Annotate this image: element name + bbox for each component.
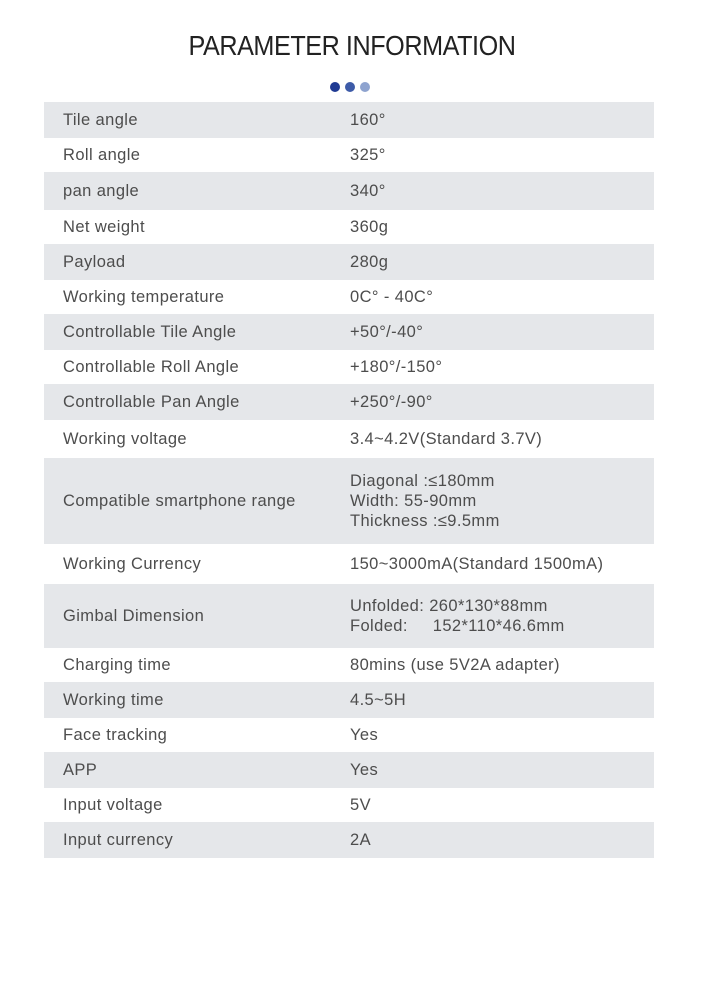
parameter-label: Face tracking xyxy=(63,725,168,744)
parameter-label: Charging time xyxy=(63,655,171,674)
parameter-value: 340° xyxy=(350,182,386,200)
parameter-value: +250°/-90° xyxy=(350,393,433,411)
table-row xyxy=(44,102,654,138)
parameter-label: Roll angle xyxy=(63,145,141,164)
table-row xyxy=(44,458,654,544)
parameter-value: Yes xyxy=(350,761,379,779)
table-row xyxy=(44,788,654,822)
parameter-label: pan angle xyxy=(63,181,140,200)
page-title: PARAMETER INFORMATION xyxy=(188,30,516,61)
parameter-label: Working temperature xyxy=(63,287,225,306)
parameter-label: Tile angle xyxy=(63,110,138,129)
table-row xyxy=(44,172,654,210)
parameter-label: Input currency xyxy=(63,830,174,849)
parameter-label: Controllable Tile Angle xyxy=(63,322,237,341)
parameter-value: Yes xyxy=(350,726,379,744)
table-row xyxy=(44,314,654,350)
table-row xyxy=(44,350,654,384)
table-row xyxy=(44,752,654,788)
table-row xyxy=(44,244,654,280)
parameter-label: Controllable Roll Angle xyxy=(63,357,240,376)
table-row xyxy=(44,822,654,858)
table-row xyxy=(44,682,654,718)
parameter-label: APP xyxy=(63,760,98,779)
parameter-label: Compatible smartphone range xyxy=(63,491,296,510)
parameter-label: Gimbal Dimension xyxy=(63,606,205,625)
table-row xyxy=(44,210,654,244)
parameter-value: 3.4~4.2V(Standard 3.7V) xyxy=(350,430,543,448)
parameter-label: Payload xyxy=(63,252,126,271)
parameter-value: 2A xyxy=(350,831,371,849)
table-row xyxy=(44,384,654,420)
table-row xyxy=(44,584,654,648)
parameter-label: Controllable Pan Angle xyxy=(63,392,240,411)
parameter-value: +180°/-150° xyxy=(350,358,443,376)
parameter-label: Working time xyxy=(63,690,164,709)
table-row xyxy=(44,718,654,752)
parameter-label: Working Currency xyxy=(63,554,202,573)
indicator-dot-3 xyxy=(360,82,370,92)
parameter-value: Diagonal :≤180mm Width: 55-90mm Thickness :≤9.5mm xyxy=(350,472,500,530)
parameter-label: Net weight xyxy=(63,217,145,236)
parameter-value: +50°/-40° xyxy=(350,323,424,341)
parameter-value: Unfolded: 260*130*88mm Folded: 152*110*46.6mm xyxy=(350,597,565,635)
parameter-label: Working voltage xyxy=(63,429,188,448)
parameter-value: 150~3000mA(Standard 1500mA) xyxy=(350,555,604,573)
parameter-value: 325° xyxy=(350,146,386,164)
parameter-value: 360g xyxy=(350,218,389,236)
parameter-value: 4.5~5H xyxy=(350,691,407,709)
parameter-value: 160° xyxy=(350,111,386,129)
parameter-value: 280g xyxy=(350,253,389,271)
parameter-value: 5V xyxy=(350,796,371,814)
dot-indicator xyxy=(330,82,370,92)
parameter-value: 80mins (use 5V2A adapter) xyxy=(350,656,560,674)
table-row xyxy=(44,544,654,584)
table-row xyxy=(44,280,654,314)
table-row xyxy=(44,648,654,682)
parameter-value: 0C° - 40C° xyxy=(350,288,434,306)
indicator-dot-1 xyxy=(330,82,340,92)
indicator-dot-2 xyxy=(345,82,355,92)
table-row xyxy=(44,420,654,458)
parameter-label: Input voltage xyxy=(63,795,163,814)
table-row xyxy=(44,138,654,172)
parameter-table xyxy=(44,102,654,858)
